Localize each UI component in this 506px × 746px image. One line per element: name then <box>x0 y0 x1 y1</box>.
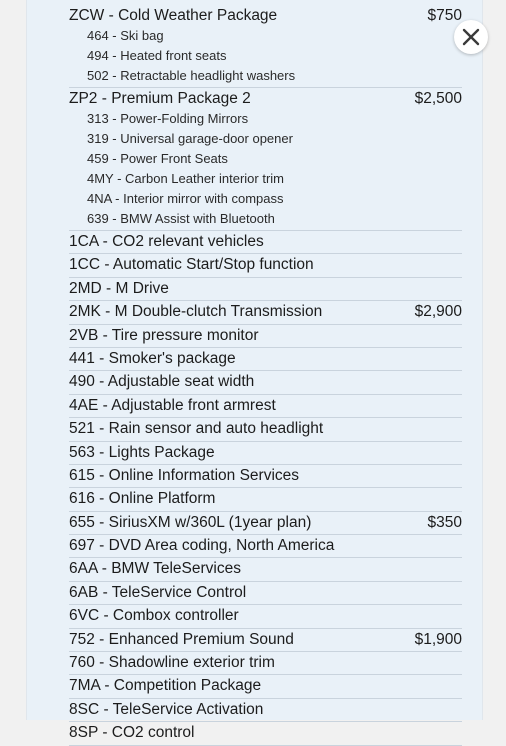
option-label: 616 - Online Platform <box>69 490 216 508</box>
option-row <box>69 512 462 535</box>
package-item: 502 - Retractable headlight washers <box>69 66 462 88</box>
option-label: 760 - Shadowline exterior trim <box>69 654 275 672</box>
option-row <box>69 699 462 722</box>
option-label: 7MA - Competition Package <box>69 677 262 695</box>
option-row <box>69 488 462 511</box>
package-item: 4NA - Interior mirror with compass <box>87 191 284 206</box>
option-row <box>69 558 462 581</box>
package-label: ZP2 - Premium Package 2 <box>69 90 251 107</box>
option-label: 2VB - Tire pressure monitor <box>69 326 259 344</box>
option-label: 490 - Adjustable seat width <box>69 373 255 391</box>
package-item: 459 - Power Front Seats <box>87 151 228 166</box>
option-label: 697 - DVD Area coding, North America <box>69 537 335 555</box>
option-label: 441 - Smoker's package <box>69 349 236 367</box>
package-row <box>69 88 462 109</box>
package-item: 4MY - Carbon Leather interior trim <box>87 171 285 186</box>
package-price: $2,500 <box>414 90 462 107</box>
option-row <box>69 325 462 348</box>
option-label: 8SC - TeleService Activation <box>69 700 264 718</box>
option-row <box>69 254 462 277</box>
option-row <box>69 442 462 465</box>
package-item: 639 - BMW Assist with Bluetooth <box>69 209 462 231</box>
package-item: 494 - Heated front seats <box>87 48 227 63</box>
option-row <box>69 465 462 488</box>
option-row <box>69 675 462 698</box>
option-row <box>69 605 462 628</box>
option-row <box>69 722 462 745</box>
package-label: ZCW - Cold Weather Package <box>69 7 278 24</box>
option-row <box>69 652 462 675</box>
option-label: 1CC - Automatic Start/Stop function <box>69 256 314 274</box>
package-price: $750 <box>427 7 462 24</box>
close-button[interactable] <box>454 20 488 54</box>
option-row <box>69 348 462 371</box>
option-row <box>69 582 462 605</box>
options-sheet <box>26 0 483 742</box>
option-label: 752 - Enhanced Premium Sound <box>69 630 294 648</box>
option-label: 6VC - Combox controller <box>69 607 239 625</box>
option-label: 2MK - M Double-clutch Transmission <box>69 303 323 321</box>
option-row <box>69 231 462 254</box>
option-label: 6AA - BMW TeleServices <box>69 560 241 578</box>
option-label: 655 - SiriusXM w/360L (1year plan) <box>69 513 312 531</box>
option-row <box>69 278 462 301</box>
option-label: 615 - Online Information Services <box>69 466 300 484</box>
package-item: 313 - Power-Folding Mirrors <box>87 111 249 126</box>
option-price: $2,900 <box>414 303 462 321</box>
package-row <box>69 5 462 26</box>
option-row <box>69 301 462 324</box>
option-price: $350 <box>427 513 462 531</box>
package-item: 319 - Universal garage-door opener <box>87 131 293 146</box>
option-label: 4AE - Adjustable front armrest <box>69 396 276 414</box>
option-row <box>69 418 462 441</box>
option-row <box>69 629 462 652</box>
option-label: 521 - Rain sensor and auto headlight <box>69 420 324 438</box>
options-list <box>69 5 462 746</box>
option-label: 6AB - TeleService Control <box>69 583 247 601</box>
option-label: 563 - Lights Package <box>69 443 215 461</box>
option-row <box>69 371 462 394</box>
package-item: 464 - Ski bag <box>87 28 164 43</box>
option-label: 1CA - CO2 relevant vehicles <box>69 233 264 250</box>
option-row <box>69 395 462 418</box>
option-row <box>69 535 462 558</box>
option-label: 8SP - CO2 control <box>69 724 195 742</box>
close-icon <box>461 27 481 47</box>
option-price: $1,900 <box>414 630 462 648</box>
option-label: 2MD - M Drive <box>69 279 169 297</box>
